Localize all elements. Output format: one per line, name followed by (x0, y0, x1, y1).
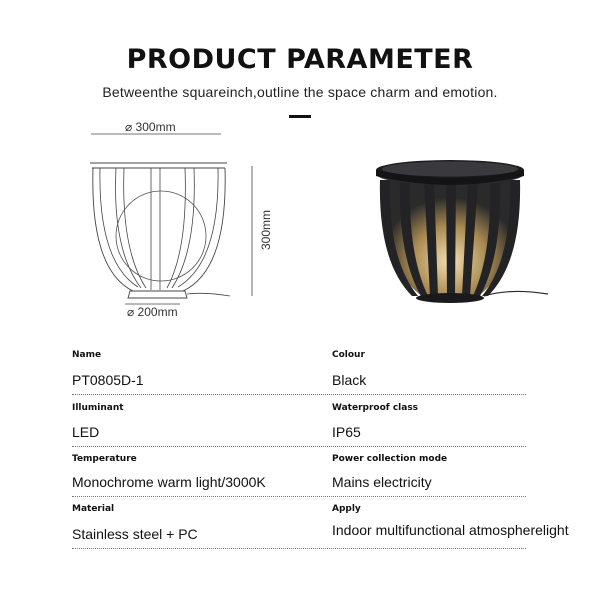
param-label-name: Name (72, 350, 102, 360)
param-label-apply: Apply (332, 504, 361, 514)
height-label: 300mm (259, 209, 273, 250)
param-label-illuminant: Illuminant (72, 403, 124, 413)
param-value-material: Stainless steel + PC (72, 526, 198, 542)
page-subtitle: Betweenthe squareinch,outline the space charm and emotion. (102, 84, 498, 100)
base-diameter-label: ⌀ 200mm (127, 305, 178, 319)
param-value-power: Mains electricity (332, 474, 432, 490)
param-value-illuminant: LED (72, 424, 100, 440)
page-title: PRODUCT PARAMETER (126, 44, 474, 75)
row-divider (72, 548, 526, 549)
param-label-power: Power collection mode (332, 454, 448, 464)
param-value-apply: Indoor multifunctional atmospherelight (332, 522, 569, 538)
param-value-name: PT0805D-1 (72, 372, 144, 388)
param-label-waterproof: Waterproof class (332, 403, 419, 413)
param-label-colour: Colour (332, 350, 365, 360)
param-value-waterproof: IP65 (332, 424, 361, 440)
row-divider (72, 394, 526, 395)
technical-drawing (80, 118, 300, 328)
product-photo (360, 150, 560, 310)
param-label-material: Material (72, 504, 115, 514)
row-divider (72, 446, 526, 447)
param-value-colour: Black (332, 372, 367, 388)
top-diameter-label: ⌀ 300mm (125, 120, 176, 134)
param-value-temperature: Monochrome warm light/3000K (72, 474, 266, 490)
row-divider (72, 496, 526, 497)
param-label-temperature: Temperature (72, 454, 137, 464)
